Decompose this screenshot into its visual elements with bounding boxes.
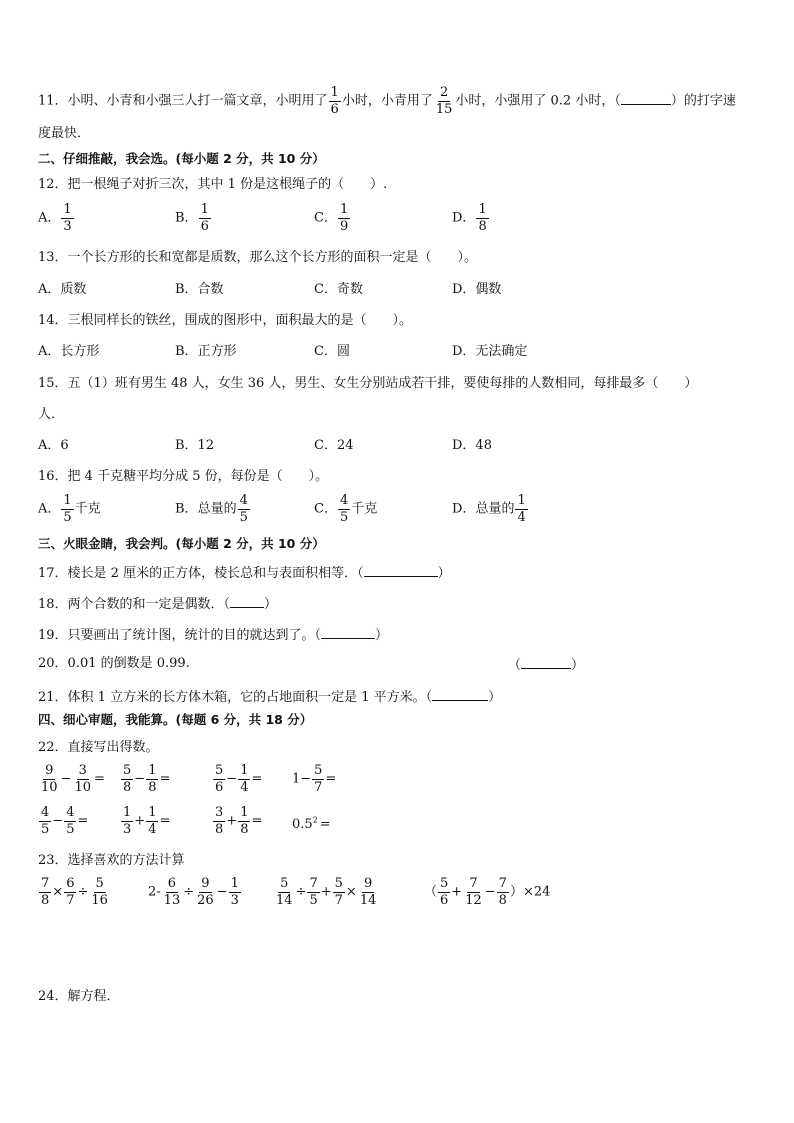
q22-fraction: $\frac{1}{8}$ xyxy=(148,763,157,795)
q22-fraction: $\frac{5}{7}$ xyxy=(314,763,323,795)
q22-item: 1− $\frac{5}{7}$ = xyxy=(292,763,337,795)
q23-fraction: $\frac{5}{6}$ xyxy=(440,876,449,908)
q12-option-fraction: $\frac{1}{9}$ xyxy=(339,202,349,234)
q16-option-2[interactable]: C． $\frac{4}{5}$ 千克 xyxy=(314,493,378,525)
q11-text-d: ）的打字速 xyxy=(670,93,736,109)
q23-expression-2: 2- $\frac{6}{13}$ ÷ $\frac{9}{26}$ − $\frac{1}{3}$ xyxy=(148,876,239,908)
q15-option-b[interactable]: B．12 xyxy=(175,438,215,453)
section-4-heading: 四、细心审题，我能算。(每题 6 分，共 18 分） xyxy=(38,712,313,727)
q23-fraction: $\frac{9}{14}$ xyxy=(359,876,377,908)
q23-fraction: $\frac{7}{8}$ xyxy=(41,876,50,908)
question-24: 24．解方程． xyxy=(38,989,120,1004)
question-16: 16．把 4 千克糖平均分成 5 份，每份是（ ）。 xyxy=(38,469,329,484)
section-3-heading: 三、火眼金睛，我会判。(每小题 2 分，共 10 分） xyxy=(38,536,325,551)
q18-answer-blank[interactable] xyxy=(230,596,264,608)
q16-option-3[interactable]: D．总量的 $\frac{1}{4}$ xyxy=(452,493,526,525)
q23-expression-3: $\frac{5}{14}$ ÷ $\frac{7}{5}$ + $\frac{5}{7}$ × $\frac{9}{14}$ xyxy=(276,876,377,908)
q22-fraction: $\frac{5}{6}$ xyxy=(215,763,224,795)
q20-answer-blank[interactable] xyxy=(521,657,571,669)
q22-fraction: $\frac{1}{3}$ xyxy=(123,805,132,837)
q23-fraction: $\frac{5}{16}$ xyxy=(91,876,108,908)
q22-item: $0.5^2$ = xyxy=(292,815,331,832)
q22-fraction: $\frac{4}{5}$ xyxy=(66,805,75,837)
q23-fraction: $\frac{1}{3}$ xyxy=(230,876,239,908)
q23-fraction: $\frac{9}{26}$ xyxy=(197,876,214,908)
question-17: 17．棱长是 2 厘米的正方体，棱长总和与表面积相等．（ ） xyxy=(38,566,451,581)
q23-fraction: $\frac{7}{5}$ xyxy=(309,876,318,908)
q21-answer-blank[interactable] xyxy=(432,689,488,701)
q14-option-a[interactable]: A．长方形 xyxy=(38,344,100,359)
q16-option-fraction: $\frac{4}{5}$ xyxy=(239,493,248,525)
q22-item: $\frac{5}{8}$ − $\frac{1}{8}$ = xyxy=(123,763,171,795)
q22-item: $\frac{1}{3}$ + $\frac{1}{4}$ = xyxy=(123,805,171,837)
q16-option-0[interactable]: A． $\frac{1}{5}$ 千克 xyxy=(38,493,101,525)
q22-item: $\frac{4}{5}$ − $\frac{4}{5}$ = xyxy=(41,805,89,837)
q19-answer-blank[interactable] xyxy=(321,627,375,639)
question-19: 19．只要画出了统计图，统计的目的就达到了。（ ） xyxy=(38,628,389,643)
question-14: 14．三根同样长的铁丝，围成的图形中，面积最大的是（ ）。 xyxy=(38,313,413,328)
q12-option-1[interactable]: B． $\frac{1}{6}$ xyxy=(175,202,209,234)
q13-option-d[interactable]: D．偶数 xyxy=(452,282,502,297)
q15-option-a[interactable]: A．6 xyxy=(38,438,69,453)
q16-option-fraction: $\frac{1}{5}$ xyxy=(63,493,72,525)
q12-option-fraction: $\frac{1}{8}$ xyxy=(478,202,487,234)
q22-item: $\frac{9}{10}$ − $\frac{3}{10}$ = xyxy=(41,763,105,795)
question-11 xyxy=(38,86,736,116)
q14-option-d[interactable]: D．无法确定 xyxy=(452,344,528,359)
section-2-heading: 二、仔细推敲，我会选。(每小题 2 分，共 10 分） xyxy=(38,151,325,166)
q23-fraction: $\frac{6}{7}$ xyxy=(66,876,75,908)
question-21: 21．体积 1 立方米的长方体木箱，它的占地面积一定是 1 平方米。（ ） xyxy=(38,690,502,705)
q13-option-b[interactable]: B．合数 xyxy=(175,282,224,297)
q12-option-fraction: $\frac{1}{6}$ xyxy=(200,202,209,234)
q20-answer: （ ） xyxy=(508,658,585,673)
q23-fraction: $\frac{7}{8}$ xyxy=(498,876,507,908)
q12-option-2[interactable]: C． $\frac{1}{9}$ xyxy=(314,202,349,234)
q22-item: $\frac{3}{8}$ + $\frac{1}{8}$ = xyxy=(215,805,263,837)
q23-fraction: $\frac{7}{12}$ xyxy=(465,876,482,908)
q22-fraction: $\frac{5}{8}$ xyxy=(123,763,132,795)
question-20: 20．0.01 的倒数是 0.99. xyxy=(38,656,190,671)
q15-option-d[interactable]: D．48 xyxy=(452,438,492,453)
q11-fraction-2: $\frac{2}{15}$ xyxy=(435,85,453,117)
q22-fraction: $\frac{1}{4}$ xyxy=(240,763,249,795)
question-12: 12．把一根绳子对折三次，其中 1 份是这根绳子的（ ）. xyxy=(38,177,388,192)
q16-option-fraction: $\frac{4}{5}$ xyxy=(339,493,349,525)
question-22: 22．直接写出得数。 xyxy=(38,740,159,755)
q22-fraction: $\frac{1}{8}$ xyxy=(240,805,249,837)
q23-fraction: $\frac{5}{14}$ xyxy=(276,876,293,908)
question-23: 23．选择喜欢的方法计算 xyxy=(38,853,185,868)
q13-option-a[interactable]: A．质数 xyxy=(38,282,87,297)
q16-option-1[interactable]: B．总量的 $\frac{4}{5}$ xyxy=(175,493,248,525)
q22-fraction: $\frac{3}{10}$ xyxy=(74,763,91,795)
q11-text-c: 小时，小强用了 0.2 小时，（ xyxy=(455,93,621,109)
q23-expression-4: （ $\frac{5}{6}$ + $\frac{7}{12}$ − $\frac{7}{8}$ ）×24 xyxy=(424,876,551,908)
q11-answer-blank[interactable] xyxy=(621,93,671,105)
q12-option-0[interactable]: A． $\frac{1}{3}$ xyxy=(38,202,72,234)
question-13: 13．一个长方形的长和宽都是质数，那么这个长方形的面积一定是（ ）。 xyxy=(38,250,478,265)
q22-fraction: $\frac{9}{10}$ xyxy=(41,763,58,795)
q22-item: $\frac{5}{6}$ − $\frac{1}{4}$ = xyxy=(215,763,263,795)
q13-option-c[interactable]: C．奇数 xyxy=(314,282,363,297)
q23-fraction: $\frac{6}{13}$ xyxy=(163,876,181,908)
q22-fraction: $\frac{4}{5}$ xyxy=(41,805,50,837)
q23-expression-1: $\frac{7}{8}$ × $\frac{6}{7}$ ÷ $\frac{5}{16}$ xyxy=(41,876,108,908)
q11-fraction-1: $\frac{1}{6}$ xyxy=(330,85,339,117)
q15-option-c[interactable]: C．24 xyxy=(314,438,354,453)
question-18: 18．两个合数的和一定是偶数．（ ） xyxy=(38,597,278,612)
q11-text-b: 小时，小青用了 xyxy=(341,93,433,109)
q22-fraction: $\frac{1}{4}$ xyxy=(148,805,157,837)
question-15: 15．五（1）班有男生 48 人，女生 36 人，男生、女生分别站成若干排，要使每排的人数相同，每排最多（ ） xyxy=(38,376,698,391)
q22-fraction: $\frac{3}{8}$ xyxy=(215,805,224,837)
q14-option-c[interactable]: C．圆 xyxy=(314,344,350,359)
q15-line-2: 人． xyxy=(38,407,65,422)
q17-answer-blank[interactable] xyxy=(364,565,438,577)
q12-option-fraction: $\frac{1}{3}$ xyxy=(63,202,72,234)
q11-text-a: 11．小明、小青和小强三人打一篇文章，小明用了 xyxy=(38,93,328,109)
q23-fraction: $\frac{5}{7}$ xyxy=(334,876,343,908)
q11-line-2: 度最快． xyxy=(38,126,91,141)
q16-option-fraction: $\frac{1}{4}$ xyxy=(517,493,526,525)
q14-option-b[interactable]: B．正方形 xyxy=(175,344,237,359)
q12-option-3[interactable]: D． $\frac{1}{8}$ xyxy=(452,202,487,234)
